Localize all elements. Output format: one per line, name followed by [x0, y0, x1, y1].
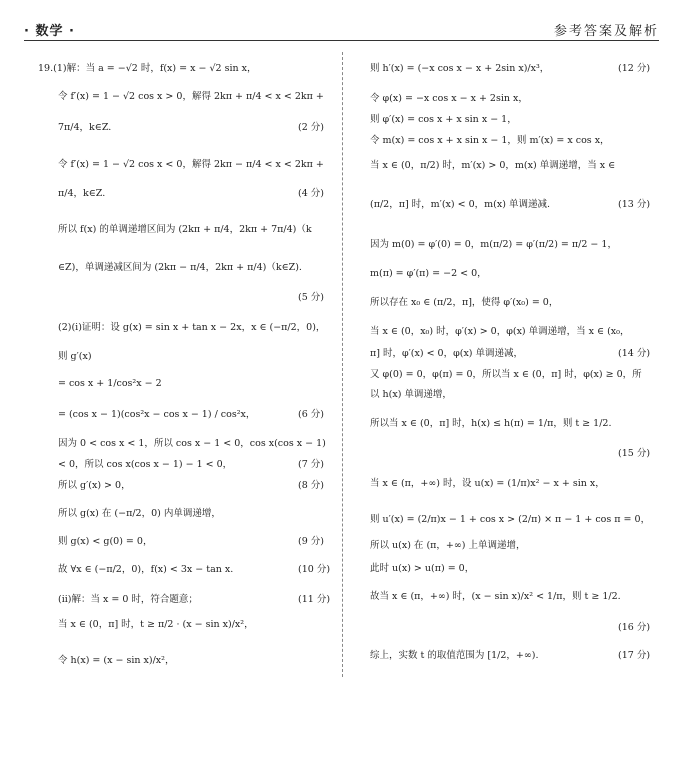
score-mark: (16 分)	[618, 622, 651, 633]
subject-label: · 数学 ·	[24, 24, 75, 39]
solution-line: (ii)解：当 x = 0 时，符合题意；	[58, 594, 198, 605]
solution-line: 当 x ∈ (π，+∞) 时，设 u(x) = (1/π)x² − x + sin x，	[370, 478, 605, 489]
score-mark: (17 分)	[618, 650, 651, 661]
solution-line: 以 h(x) 单调递增，	[370, 389, 452, 400]
solution-line: 所以 g(x) 在 (−π/2，0) 内单调递增，	[58, 508, 221, 519]
solution-line: (π/2，π] 时，m′(x) < 0，m(x) 单调递减.	[370, 199, 550, 210]
solution-line: ∈Z)，单调递减区间为 (2kπ − π/4，2kπ + π/4)（k∈Z).	[58, 262, 302, 273]
solution-line: 又 φ(0) = 0，φ(π) = 0，所以当 x ∈ (0，π] 时，φ(x) ≥ 0，所	[370, 369, 642, 380]
solution-line: (2)(i)证明：设 g(x) = sin x + tan x − 2x，x ∈ (−π/2，0)，	[58, 322, 326, 333]
column-divider	[342, 52, 343, 677]
solution-line: 因为 0 < cos x < 1，所以 cos x − 1 < 0，cos x(cos x − 1)	[58, 438, 326, 449]
score-mark: (12 分)	[618, 63, 651, 74]
solution-line: 令 f′(x) = 1 − √2 cos x < 0，解得 2kπ − π/4 < x < 2kπ +	[58, 159, 324, 170]
solution-line: 所以存在 x₀ ∈ (π/2，π]，使得 φ′(x₀) = 0，	[370, 297, 559, 308]
solution-line: 当 x ∈ (0，x₀) 时，φ′(x) > 0，φ(x) 单调递增，当 x ∈ (x₀，	[370, 326, 630, 337]
solution-line: 令 h(x) = (x − sin x)/x²，	[58, 655, 175, 666]
solution-line: 综上，实数 t 的取值范围为 [1/2，+∞).	[370, 650, 539, 661]
solution-line: 故当 x ∈ (π，+∞) 时，(x − sin x)/x² < 1/π，则 t ≥ 1/2.	[370, 591, 621, 602]
solution-line: 因为 m(0) = φ′(0) = 0，m(π/2) = φ′(π/2) = π/2 − 1，	[370, 239, 617, 250]
solution-line: 当 x ∈ (0，π] 时，t ≥ π/2 · (x − sin x)/x²，	[58, 619, 254, 630]
solution-line: 令 φ(x) = −x cos x − x + 2sin x，	[370, 93, 528, 104]
solution-line: 则 h′(x) = (−x cos x − x + 2sin x)/x³，	[370, 63, 550, 74]
solution-line: = (cos x − 1)(cos²x − cos x − 1) / cos²x，	[58, 409, 256, 420]
solution-line: 所以 g′(x) > 0，	[58, 480, 131, 491]
score-mark: (13 分)	[618, 199, 651, 210]
solution-line: π/4，k∈Z.	[58, 188, 106, 199]
page-header	[24, 20, 659, 38]
solution-line: 所以 f(x) 的单调递增区间为 (2kπ + π/4，2kπ + 7π/4)（k	[58, 224, 312, 235]
solution-line: 所以 u(x) 在 (π，+∞) 上单调递增，	[370, 540, 526, 551]
solution-line: 令 f′(x) = 1 − √2 cos x > 0，解得 2kπ + π/4 < x < 2kπ +	[58, 91, 324, 102]
solution-line: 19.(1)解：当 a = −√2 时，f(x) = x − √2 sin x，	[38, 63, 257, 74]
solution-line: 令 m(x) = cos x + x sin x − 1，则 m′(x) = x cos x，	[370, 135, 610, 146]
score-mark: (15 分)	[618, 448, 651, 459]
solution-line: = cos x + 1/cos²x − 2	[58, 378, 162, 389]
score-mark: (14 分)	[618, 348, 651, 359]
solution-line: 此时 u(x) > u(π) = 0，	[370, 563, 475, 574]
solution-line: 则 u′(x) = (2/π)x − 1 + cos x > (2/π) × π − 1 + cos π = 0，	[370, 514, 651, 525]
solution-line: 当 x ∈ (0，π/2) 时，m′(x) > 0，m(x) 单调递增，当 x ∈	[370, 160, 616, 171]
solution-line: 则 φ′(x) = cos x + x sin x − 1，	[370, 114, 517, 125]
solution-line: 则 g′(x)	[58, 351, 92, 362]
solution-line: < 0，所以 cos x(cos x − 1) − 1 < 0，	[58, 459, 233, 470]
solution-line: m(π) = φ′(π) = −2 < 0，	[370, 268, 487, 279]
section-title: 参考答案及解析	[553, 24, 659, 39]
header-rule	[24, 40, 659, 41]
solution-line: 故 ∀x ∈ (−π/2，0)，f(x) < 3x − tan x.	[58, 564, 234, 575]
solution-line: π] 时，φ′(x) < 0，φ(x) 单调递减，	[370, 348, 524, 359]
solution-line: 7π/4，k∈Z.	[58, 122, 112, 133]
solution-line: 所以当 x ∈ (0，π] 时，h(x) ≤ h(π) = 1/π，则 t ≥ 1/2.	[370, 418, 612, 429]
solution-line: 则 g(x) < g(0) = 0，	[58, 536, 153, 547]
